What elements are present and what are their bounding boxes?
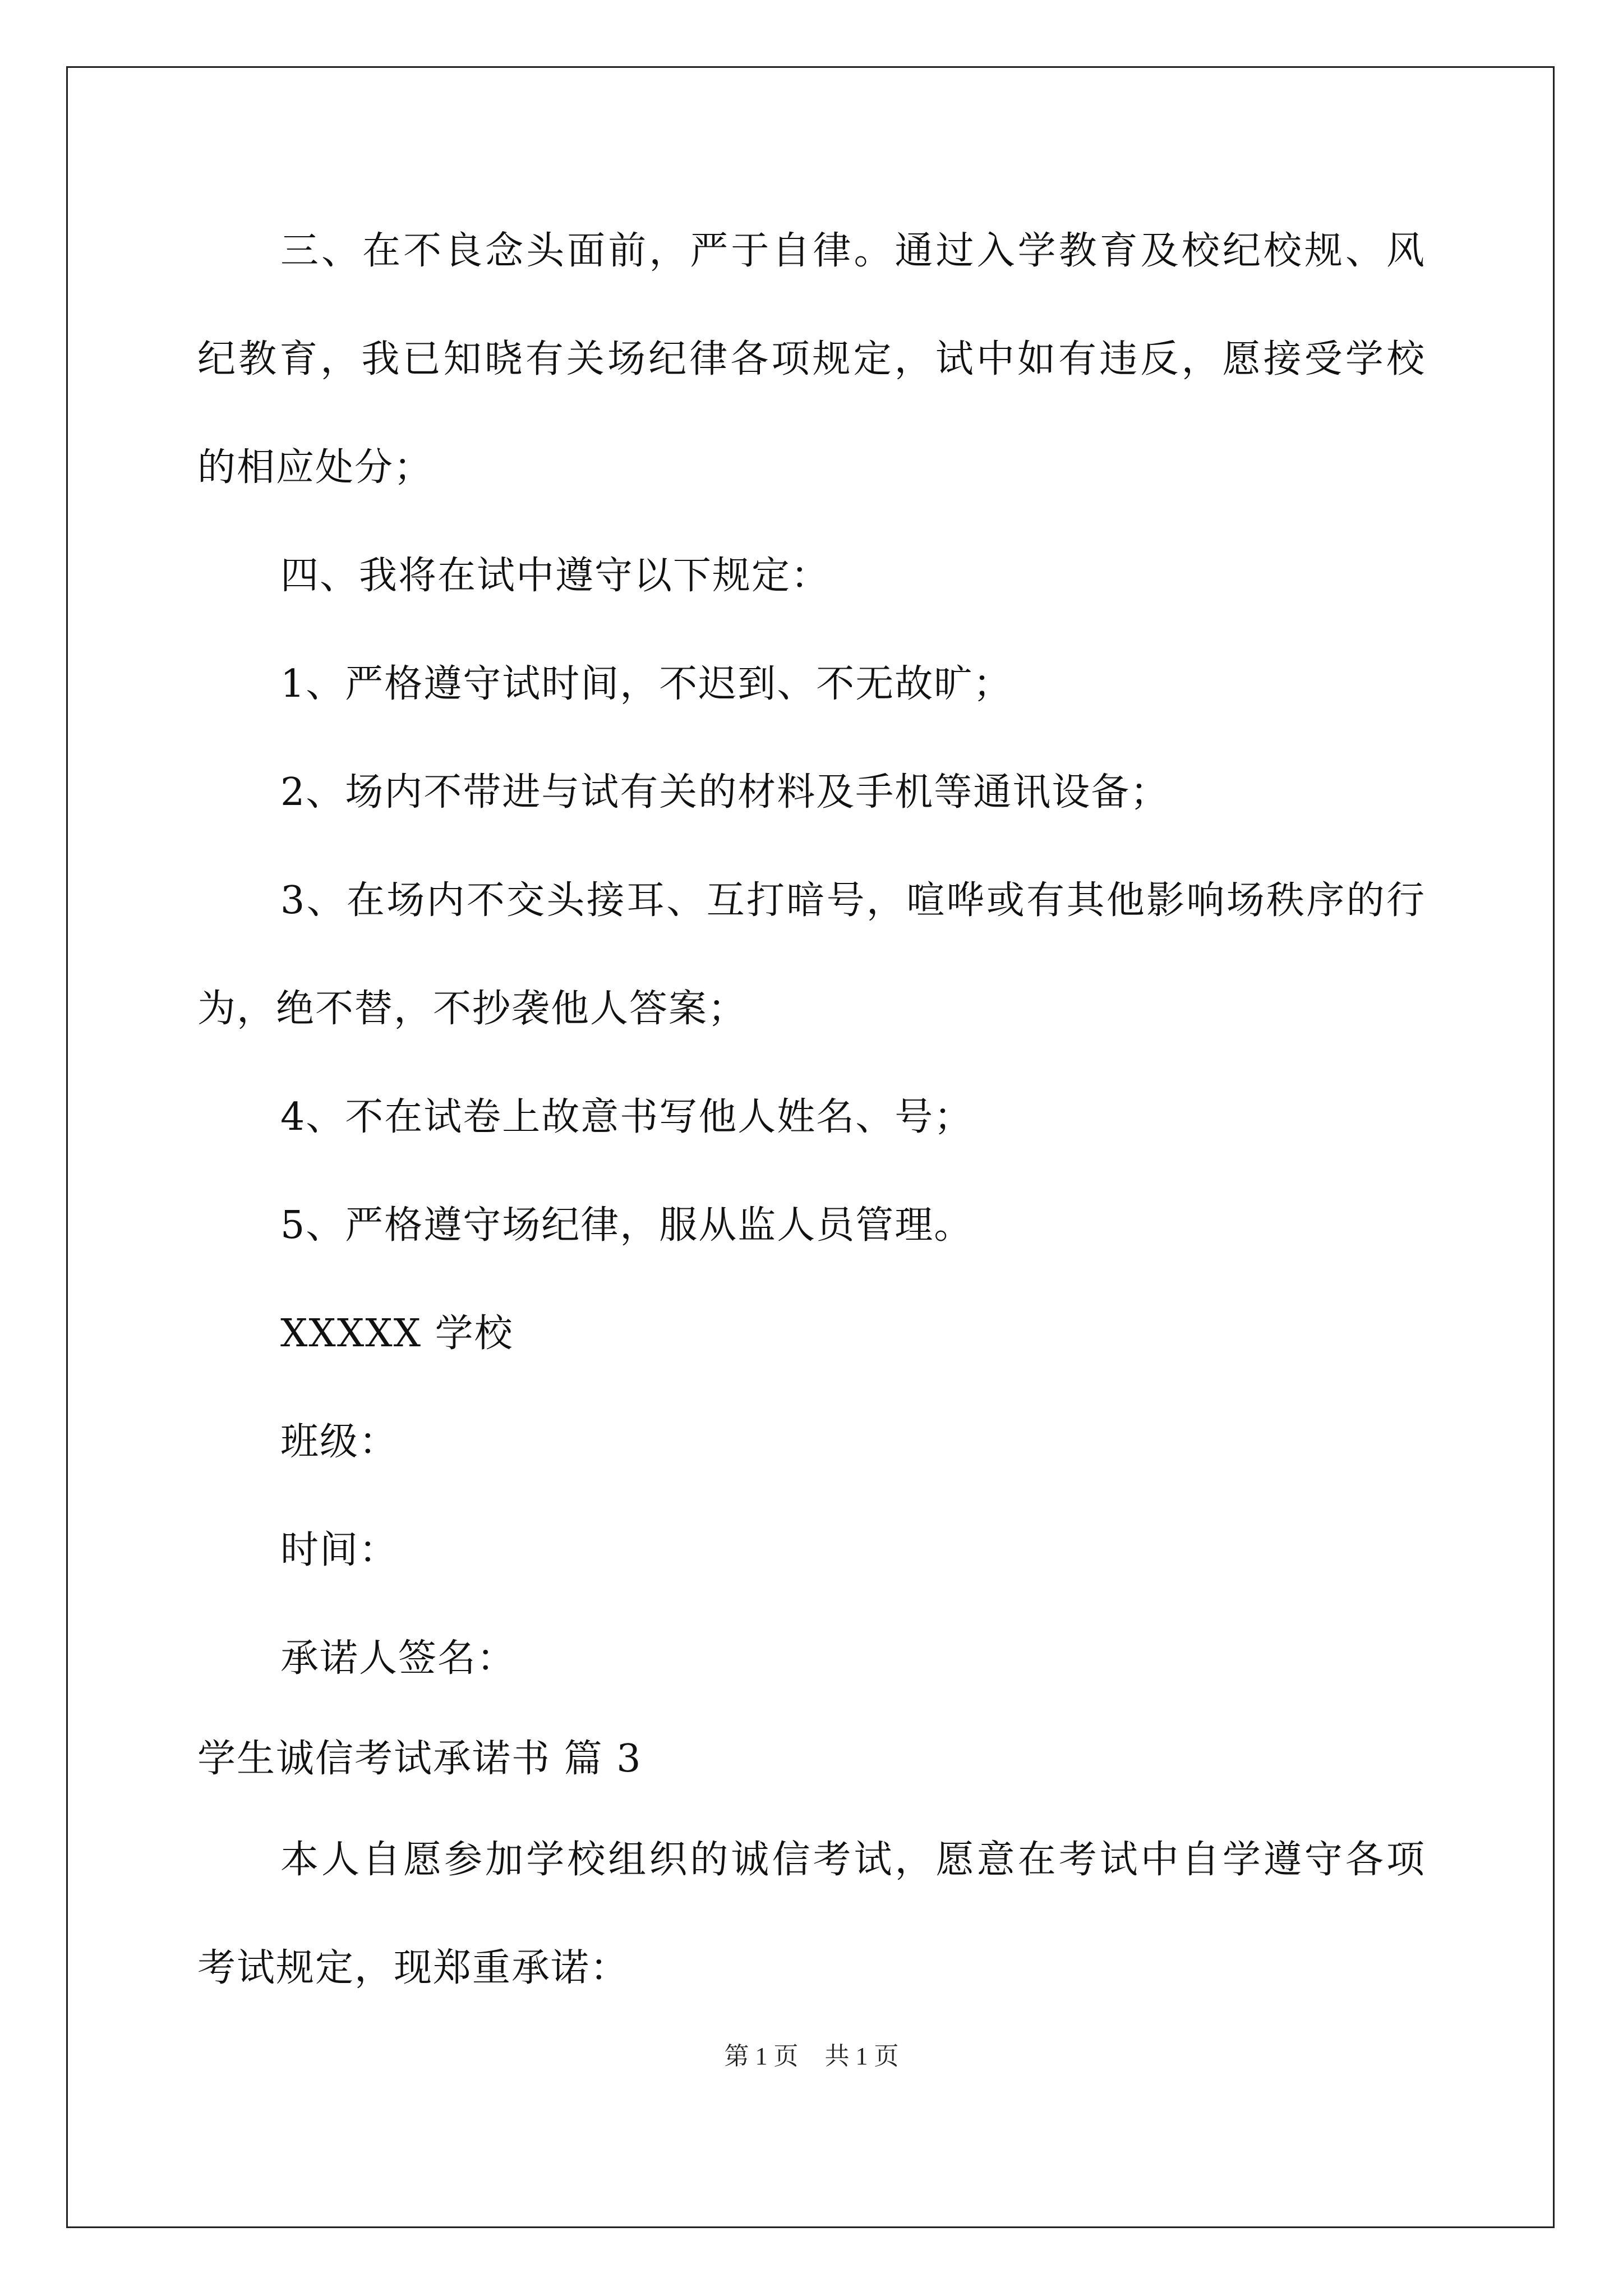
list-item: 2、场内不带进与试有关的材料及手机等通讯设备； — [280, 770, 1170, 815]
paragraph-line: 三、在不良念头面前，严于自律。通过入学教育及校纪校规、风 — [280, 229, 1426, 273]
page-number: 第 1 页 — [724, 2042, 799, 2070]
class-field-label: 班级： — [280, 1420, 399, 1464]
page-border — [66, 66, 1555, 2228]
list-item: 5、严格遵守场纪律，服从监人员管理。 — [280, 1203, 974, 1248]
list-item: 4、不在试卷上故意书写他人姓名、号； — [280, 1095, 974, 1139]
list-item: 3、在场内不交头接耳、互打暗号，喧哗或有其他影响场秩序的行 — [280, 878, 1426, 923]
paragraph-line: 本人自愿参加学校组织的诚信考试，愿意在考试中自学遵守各项 — [280, 1838, 1426, 1882]
school-name: XXXXX 学校 — [280, 1312, 514, 1356]
list-item-continuation: 为，绝不替，不抄袭他人答案； — [197, 987, 748, 1031]
paragraph-line: 纪教育，我已知晓有关场纪律各项规定，试中如有违反，愿接受学校 — [197, 337, 1426, 381]
paragraph-line: 四、我将在试中遵守以下规定： — [280, 554, 831, 598]
section-heading: 学生诚信考试承诺书 篇 3 — [197, 1737, 642, 1781]
time-field-label: 时间： — [280, 1528, 399, 1572]
page-total: 共 1 页 — [824, 2042, 899, 2070]
paragraph-line: 考试规定，现郑重承诺： — [197, 1946, 630, 1990]
page-footer — [0, 2040, 1623, 2073]
list-item: 1、严格遵守试时间，不迟到、不无故旷； — [280, 662, 1013, 706]
paragraph-line: 的相应处分； — [197, 445, 434, 490]
signature-field-label: 承诺人签名： — [280, 1636, 517, 1681]
